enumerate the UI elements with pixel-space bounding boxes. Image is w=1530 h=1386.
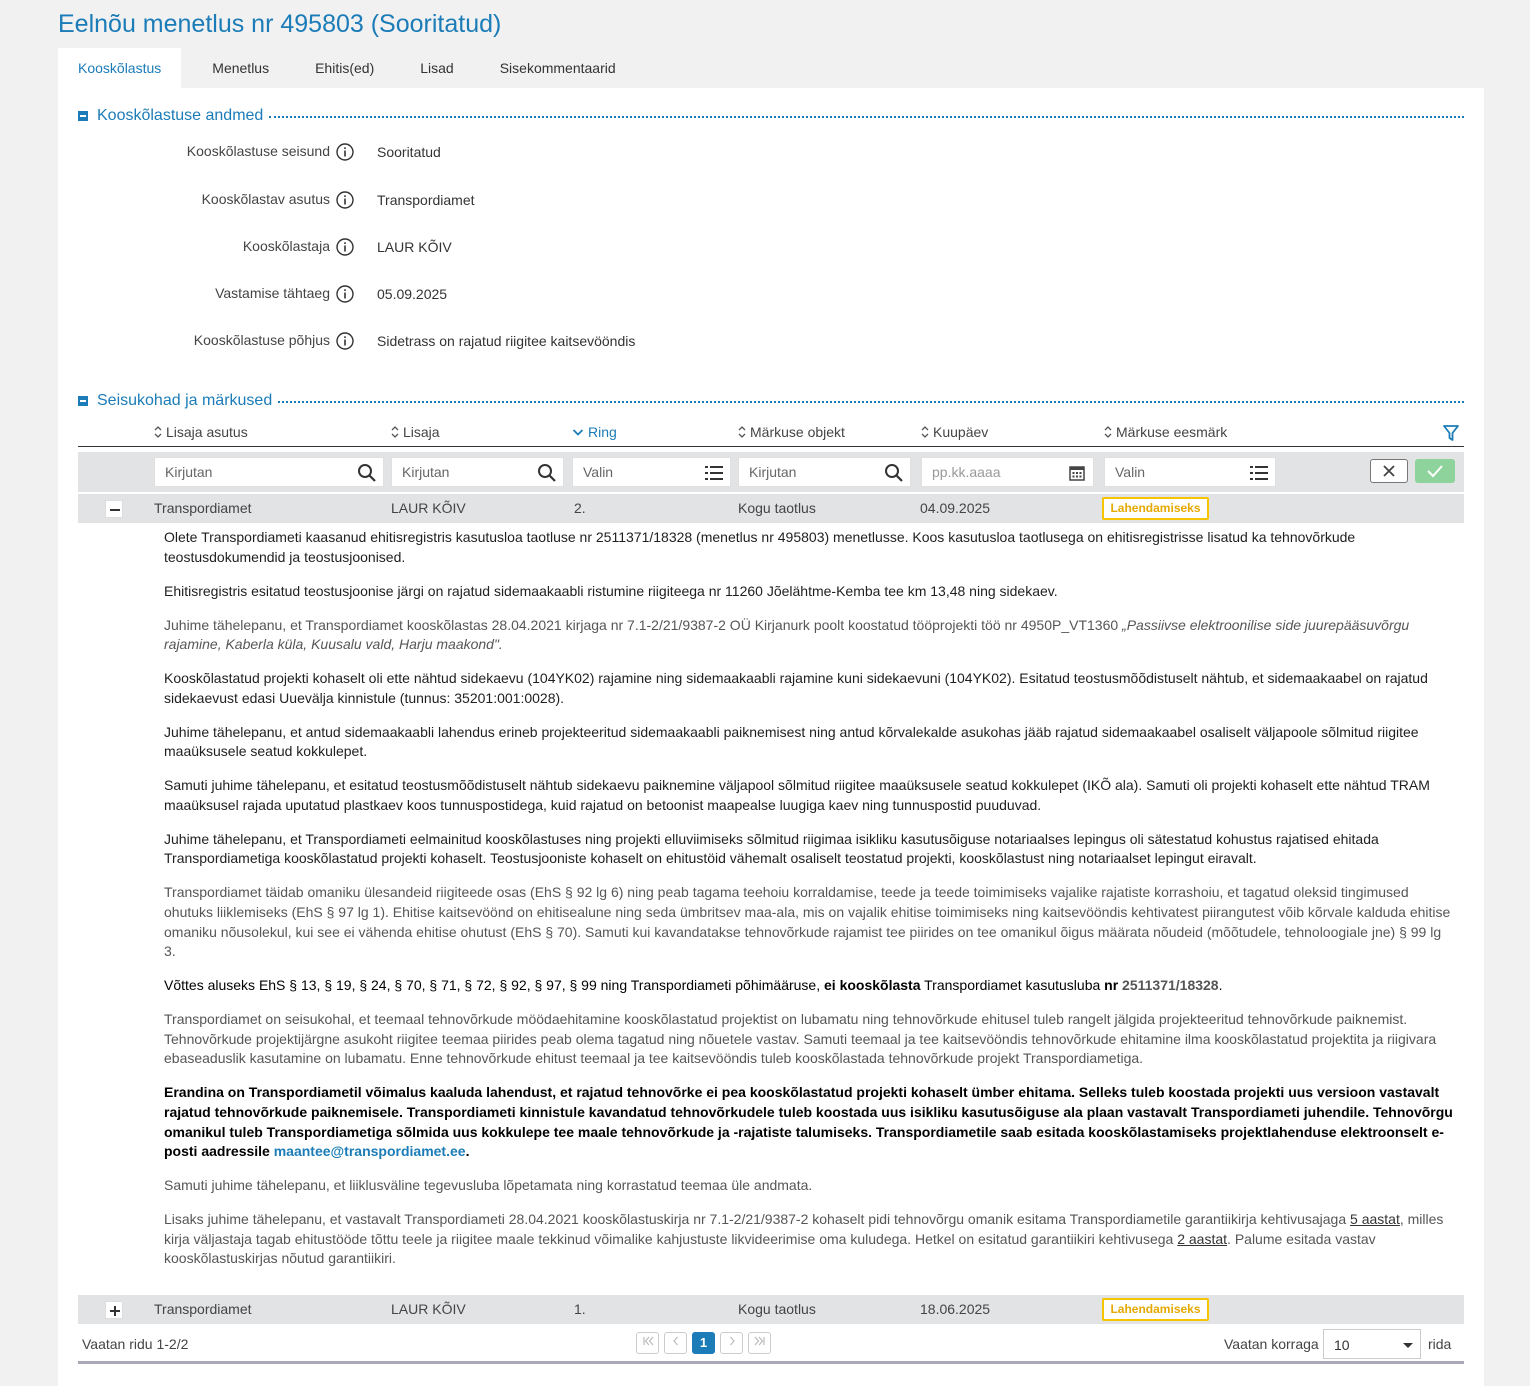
- search-icon[interactable]: [537, 463, 557, 483]
- list-icon[interactable]: [1249, 463, 1269, 483]
- sort-icon: [1104, 425, 1112, 439]
- info-icon[interactable]: [336, 191, 354, 209]
- section-title: Kooskõlastuse andmed: [97, 107, 264, 124]
- clear-filter-button[interactable]: [1370, 459, 1408, 483]
- rows-label: rida: [1428, 1336, 1452, 1352]
- filter-markuse-eesmark-select[interactable]: Valin: [1104, 457, 1276, 487]
- pagination-bar: [78, 1320, 1464, 1364]
- column-header-ring[interactable]: Ring: [572, 424, 617, 440]
- info-icon[interactable]: [336, 238, 354, 256]
- collapse-icon[interactable]: [78, 111, 88, 121]
- chevron-left-icon: [671, 1336, 681, 1346]
- calendar-icon[interactable]: [1067, 463, 1087, 483]
- field-pohjus: [58, 330, 958, 352]
- detail-paragraph: Võttes aluseks EhS § 13, § 19, § 24, § 70, § 71, § 72, § 92, § 97, § 99 ning Transpordiameti põhimääruse, ei kooskõlasta Transpordiamet kasutusluba nr 2511371/18328.: [164, 977, 1223, 994]
- tab-ehitised[interactable]: Ehitis(ed): [315, 60, 375, 76]
- field-label: Vastamise tähtaeg: [215, 285, 330, 301]
- close-icon: [1382, 464, 1396, 478]
- sort-icon: [738, 425, 746, 439]
- detail-paragraph: Olete Transpordiameti kaasanud ehitisregistris kasutusloa taotluse nr 2511371/18328 (menetlus nr 495803) menetlusse. Koos kasutusloa taotlusega on ehitisregistrisse lisatud ka tehnovõrkude teostusdokumendid ja teostusjoonised.: [164, 529, 1356, 565]
- field-kooskolastaja: [58, 236, 958, 258]
- per-page-select[interactable]: 10: [1323, 1329, 1421, 1359]
- tab-bar: [58, 48, 639, 88]
- column-header-kuupaev[interactable]: Kuupäev: [921, 424, 988, 440]
- column-header-markuse-objekt[interactable]: Märkuse objekt: [738, 424, 845, 440]
- search-icon[interactable]: [357, 463, 377, 483]
- tab-kooskolastus[interactable]: Kooskõlastus: [58, 48, 181, 88]
- chevron-down-icon: [1402, 1342, 1414, 1349]
- search-icon[interactable]: [884, 463, 904, 483]
- tab-lisad[interactable]: Lisad: [420, 60, 454, 76]
- table-row[interactable]: [78, 494, 1464, 523]
- sort-icon: [391, 425, 399, 439]
- cell-lisaja: LAUR KÕIV: [391, 500, 466, 516]
- page-title: Eelnõu menetlus nr 495803 (Sooritatud): [58, 10, 502, 38]
- sort-icon: [921, 425, 929, 439]
- field-value: LAUR KÕIV: [377, 239, 452, 255]
- sort-icon: [154, 425, 162, 439]
- cell-lisaja: LAUR KÕIV: [391, 1301, 466, 1317]
- column-header-markuse-eesmark[interactable]: Märkuse eesmärk: [1104, 424, 1227, 440]
- filter-lisaja-input[interactable]: Kirjutan: [391, 457, 564, 487]
- detail-paragraph: Kooskõlastatud projekti kohaselt oli ette nähtud sidekaevu (104YK02) rajamine ning sidemaakaabli rajamine kuni sidekaevuni (104YK02). Esitatud teostusmõõdistuselt nähtub, et sidemaakaabel on rajatud sidekaevust edasi Uuevälja kinnistule (tunnus: 35201:001:0028).: [164, 670, 1428, 706]
- filter-ring-select[interactable]: Valin: [572, 457, 731, 487]
- prev-page-button[interactable]: [664, 1332, 687, 1354]
- chevron-right-icon: [727, 1336, 737, 1346]
- field-tahtaeg: [58, 283, 958, 305]
- divider: [269, 116, 1464, 118]
- first-page-button[interactable]: [636, 1332, 659, 1354]
- detail-paragraph: Samuti juhime tähelepanu, et liiklusväline tegevusluba lõpetamata ning korrastatud teemaa üle andmata.: [164, 1177, 813, 1194]
- email-link[interactable]: maantee@transpordiamet.ee: [273, 1143, 466, 1160]
- cell-kuupaev: 18.06.2025: [920, 1301, 991, 1317]
- filter-lisaja-asutus-input[interactable]: Kirjutan: [154, 457, 384, 487]
- section-header-seisukohad[interactable]: [78, 391, 1464, 411]
- collapse-row-button[interactable]: [105, 500, 123, 518]
- row-detail-text: [164, 528, 1454, 1283]
- cell-ring: 1.: [574, 1301, 586, 1317]
- field-label: Kooskõlastaja: [242, 238, 330, 254]
- detail-paragraph: Ehitisregistris esitatud teostusjoonise järgi on rajatud sidemaakaabli ristumine riigiteega nr 11260 Jõelähtme-Kemba tee km 13,48 ning sidekaev.: [164, 582, 1058, 599]
- last-page-icon: [754, 1336, 766, 1346]
- detail-paragraph: Transpordiamet on seisukohal, et teemaal tehnovõrkude möödaehitamine kooskõlastatud projektist on lubamatu ning tehnovõrkude ehitusel tuleb rangelt jälgida projekteeritud tehnovõrkude paiknemist. Tehnovõrkude projektijärgne asukoht riigitee teemaa piirides peab olema tagatud ning nõuetele vastav. Samuti teemaal ja tee kaitsevööndis tehnovõrkude ehitamine ilma kooskõlastatud projektita ja riigivara ebaseaduslik kasutamine on lubamatu. Enne tehnovõrkude ehitust teemaal ja tee kaitsevööndis tuleb kooskõlastada tehnovõrkude projekt Transpordiametiga.: [164, 1011, 1437, 1067]
- section-title: Seisukohad ja märkused: [97, 392, 273, 409]
- cell-asutus: Transpordiamet: [154, 500, 252, 516]
- field-label: Kooskõlastav asutus: [201, 191, 330, 207]
- filter-row: [78, 452, 1464, 492]
- info-icon[interactable]: [336, 285, 354, 303]
- cell-ring: 2.: [574, 500, 586, 516]
- info-icon[interactable]: [336, 143, 354, 161]
- detail-paragraph: Lisaks juhime tähelepanu, et vastavalt Transpordiameti 28.04.2021 kooskõlastuskirja nr 7.1-2/21/9387-2 kohaselt pidi tehnovõrgu omanik esitama Transpordiametile garantiikirja kehtivusajaga 5 aastat, milles kirja väljastaja tagab ehitustööde tõttu teele ja riigitee maale tekkinud võimalike kahjustuste likvideerimise oma kuludega. Hetkel on esitatud garantiikiri kehtivusega 2 aastat. Palume esitada vastav kooskõlastuskirjas nõutud garantiikiri.: [164, 1211, 1444, 1267]
- main-panel: [58, 88, 1484, 1386]
- field-label: Kooskõlastuse seisund: [186, 143, 330, 159]
- field-label: Kooskõlastuse põhjus: [193, 332, 330, 348]
- tab-sisekommentaarid[interactable]: Sisekommentaarid: [499, 60, 616, 76]
- section-header-kooskolastuse-andmed[interactable]: [78, 106, 1464, 126]
- collapse-icon[interactable]: [78, 396, 88, 406]
- table-header: [78, 418, 1464, 447]
- detail-paragraph: Juhime tähelepanu, et antud sidemaakaabli lahendus erineb projekteeritud sidemaakaabli paiknemisest ning antud kõrvalekalde asukohas jääb rajatud sidemaakaabel osaliselt väljapoole sõlmitud riigitee maaüksusele seatud kokkulepet.: [164, 723, 1419, 760]
- row-count: Vaatan ridu 1-2/2: [82, 1336, 189, 1352]
- status-badge: Lahendamiseks: [1102, 1298, 1209, 1321]
- detail-paragraph: Transpordiamet täidab omaniku ülesandeid riigiteede osas (EhS § 92 lg 6) ning peab tagama teehoiu korraldamise, teede ja teede toimimiseks vajalike rajatiste korrashoiu, et tagatud oleksid tingimused ohutuks liiklemiseks (EhS § 97 lg 1). Ehitise kaitsevöönd on ehitisealune ning seda ümbritsev maa-ala, mis on vajalik ehitise toimimiseks ning kaitsevööndis kehtivatest piirangutest võib kõrvale kalduda ehitise omaniku nõusolekul, kui see ei vähenda ehitise ohutust (EhS § 70). Samuti kui kavandatakse tehnovõrkude rajamist tee piirides on tee omanikul õigus määrata nõudeid (mõõtudele, tehnoloogiale jne) § 99 lg 3.: [164, 884, 1451, 960]
- plus-icon: [109, 1305, 121, 1317]
- filter-markuse-objekt-input[interactable]: Kirjutan: [738, 457, 911, 487]
- next-page-button[interactable]: [720, 1332, 743, 1354]
- per-page-label: Vaatan korraga: [1224, 1336, 1319, 1352]
- field-value: Transpordiamet: [377, 192, 475, 208]
- cell-objekt: Kogu taotlus: [738, 1301, 816, 1317]
- column-header-lisaja[interactable]: Lisaja: [391, 424, 440, 440]
- minus-icon: [109, 504, 121, 516]
- filter-icon[interactable]: [1442, 424, 1460, 442]
- field-value: Sooritatud: [377, 144, 441, 160]
- divider: [278, 401, 1464, 403]
- checkmark-icon: [1426, 464, 1444, 478]
- info-icon[interactable]: [336, 332, 354, 350]
- detail-paragraph: Erandina on Transpordiametil võimalus kaaluda lahendust, et rajatud tehnovõrke ei pea kooskõlastatud projekti kohaselt ümber ehitama. Selleks tuleb koostada projekti uus versioon vastavalt rajatud tehnovõrkude paiknemisele. Transpordiameti kinnistule kavandatud tehnovõrkudele tuleb koostada uus isikliku kasutusõiguse ala plaan vastavalt Transpordiameti juhendile. Tehnovõrgu omanikul tuleb Transpordiametiga sõlmida uus kokkulepe tee maale tehnovõrkude ja -rajatiste talumiseks. Transpordiametile saab esitada kooskõlastamiseks projektlahenduse elektroonselt e-posti aadressile maantee@transpordiamet.ee.: [164, 1084, 1453, 1160]
- field-seisund: [58, 141, 958, 163]
- list-icon[interactable]: [704, 463, 724, 483]
- detail-paragraph: Juhime tähelepanu, et Transpordiameti eelmainitud kooskõlastuses ning projekti elluviimiseks sõlmitud riigimaa isikliku kasutusõiguse notariaalses lepingus oli sätestatud kohustus rajatised ehitada Transpordiametiga kooskõlastatud projekti kohaselt. Teostusjooniste kohaselt on ehitustöid vähemalt osaliselt teostatud projekti, kooskõlastust ning notariaalset lepingut eiravalt.: [164, 830, 1379, 867]
- field-value: 05.09.2025: [377, 286, 448, 302]
- apply-filter-button[interactable]: [1415, 459, 1455, 483]
- detail-paragraph: Samuti juhime tähelepanu, et esitatud teostusmõõdistuselt nähtub sidekaevu paiknemine väljapool sõlmitud riigitee maaüksusele seatud kokkulepet (IKÕ ala). Samuti oli projekti kohaselt ette nähtud TRAM maaüksusel rajada uputatud plastkaev koos tunnuspostidega, kuid rajatud on betoonist maapealse luugiga kaev ning tunnuspostid puuduvad.: [164, 777, 1430, 813]
- field-asutus: [58, 189, 958, 211]
- page-button-current[interactable]: 1: [692, 1332, 715, 1354]
- cell-kuupaev: 04.09.2025: [920, 500, 991, 516]
- sort-desc-icon: [572, 425, 584, 439]
- detail-paragraph: Juhime tähelepanu, et Transpordiamet kooskõlastas 28.04.2021 kirjaga nr 7.1-2/21/9387-2 OÜ Kirjanurk poolt koostatud tööprojekti töö nr 4950P_VT1360 „Passiivse elektroonilise side juurepääsuvõrgu rajamine, Kaberla küla, Kuusalu vald, Harju maakond".: [164, 616, 1410, 653]
- first-page-icon: [642, 1336, 654, 1346]
- field-value: Sidetrass on rajatud riigitee kaitsevööndis: [377, 333, 636, 349]
- filter-kuupaev-input[interactable]: pp.kk.aaaa: [921, 457, 1094, 487]
- column-header-lisaja-asutus[interactable]: Lisaja asutus: [154, 424, 248, 440]
- tab-menetlus[interactable]: Menetlus: [212, 60, 270, 76]
- cell-objekt: Kogu taotlus: [738, 500, 816, 516]
- expand-row-button[interactable]: [105, 1301, 123, 1319]
- cell-asutus: Transpordiamet: [154, 1301, 252, 1317]
- status-badge: Lahendamiseks: [1102, 497, 1209, 520]
- last-page-button[interactable]: [748, 1332, 771, 1354]
